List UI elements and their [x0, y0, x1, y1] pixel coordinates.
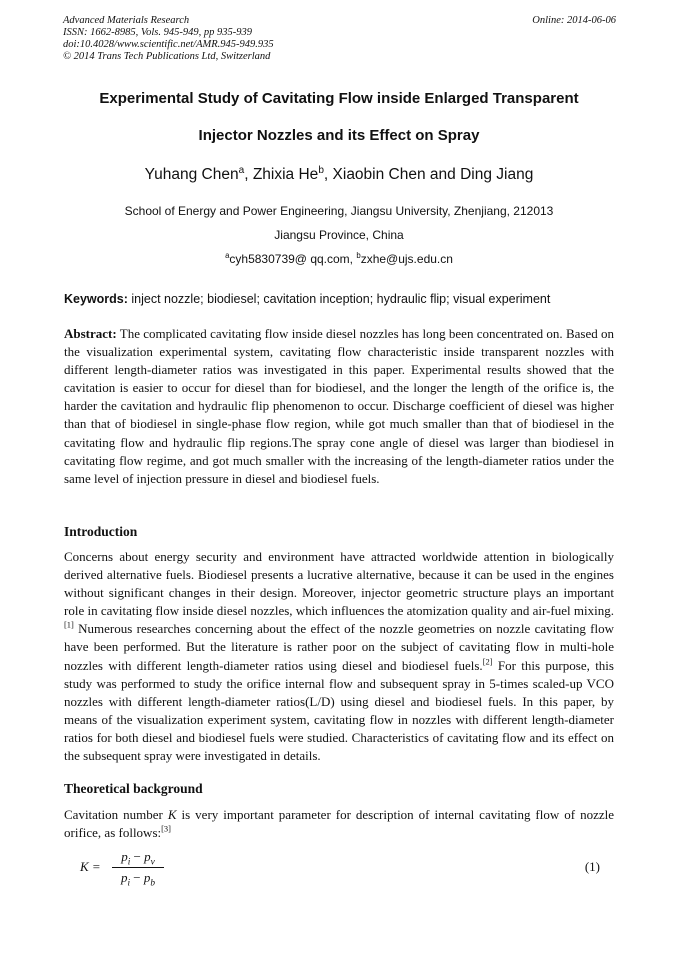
den-p-i: p	[120, 870, 128, 885]
abstract-text: The complicated cavitating flow inside diesel nozzles has long been concentrated on. Based on the visualization experimental system, cavitating flow characteristic inside transparent nozzles with different length-diameter ratios was investigated in this paper. Experimental results showed that the cavitation is easier to occur for diesel than for biodiesel, and the longer the length of the orifice is, the harder the cavitation and hydraulic flip phenomenon to occur. Discharge coefficient of diesel was higher than that of biodiesel in single-phase flow region, while got much smaller than that of biodiesel in the cavitating flow and hydraulic flip regions.The spray cone angle of diesel was larger than biodiesel in cavitating flow regime, and got much smaller with the increasing of the length-diameter ratios under the same level of injection pressure in diesel and biodiesel fuels.	[64, 326, 614, 486]
keywords-text: inject nozzle; biodiesel; cavitation inception; hydraulic flip; visual experiment	[127, 292, 551, 306]
den-sub-i: i	[127, 878, 131, 889]
author-list	[40, 166, 638, 184]
issn-line: ISSN: 1662-8985, Vols. 945-949, pp 935-939	[63, 27, 252, 38]
email-mark-b: b	[356, 251, 361, 260]
equation-fraction	[108, 849, 168, 889]
intro-text-1: Concerns about energy security and environment have attracted worldwide attention in biologically derived alternative fuels. Biodiesel presents a lucrative alternative, because it can be used in the engines without significant changes in their design. Moreover, injector geometric structure plays an important role in cavitating flow inside diesel nozzles, which influences the atomization quality and air-fuel mixing.	[64, 549, 614, 619]
den-minus: −	[130, 870, 144, 885]
num-sub-i: i	[127, 857, 131, 868]
num-p-i: p	[121, 849, 128, 864]
cavitation-symbol: K	[167, 807, 177, 822]
num-minus: −	[130, 849, 145, 864]
equation-numerator	[108, 849, 168, 867]
author-1: Yuhang Chen	[144, 166, 239, 183]
intro-text-2: Numerous researches concerning about the effect of the nozzle geometries on nozzle cavitating flow have been performed. But the literature is rather poor on the subject of cavitating flow in multi-hole nozzles with different length-diameter ratios using diesel and biodiesel fuels.	[64, 621, 614, 673]
email-b: zxhe@ujs.edu.cn	[360, 252, 453, 266]
intro-text-3: For this purpose, this study was performed to study the orifice internal flow and subsequent spray in 5-times scaled-up VCO nozzles with different length-diameter ratios(L/D) using diesel and biodiesel fuels. In this paper, by means of the visualization experiment system, cavitating flow in nozzles with different length-diameter ratios for both diesel and biodiesel fuels were studied. Characteristics of cavitating flow and its effect on the subsequent spray were investigated in details.	[64, 657, 614, 764]
author-1-mark: a	[238, 164, 245, 176]
keywords	[64, 292, 550, 306]
author-2-mark: b	[318, 164, 324, 176]
paper-title-line-2: Injector Nozzles and its Effect on Spray	[198, 127, 480, 144]
den-sub-b: b	[150, 878, 156, 889]
equation-number: (1)	[584, 859, 600, 874]
introduction-paragraph	[64, 548, 614, 765]
journal-header	[63, 15, 274, 63]
den-p-b: p	[143, 870, 151, 885]
abstract	[64, 325, 614, 488]
introduction-heading: Introduction	[64, 524, 138, 539]
theory-heading: Theoretical background	[64, 781, 203, 796]
author-emails	[40, 252, 638, 266]
num-p-v: p	[144, 849, 151, 864]
num-sub-v: v	[150, 857, 155, 868]
copyright-line: © 2014 Trans Tech Publications Ltd, Switzerland	[63, 51, 271, 62]
citation-2: [2]	[482, 656, 493, 667]
equation-lhs: K =	[80, 859, 101, 874]
email-a: cyh5830739@ qq.com,	[229, 252, 357, 266]
paper-title-line-1: Experimental Study of Cavitating Flow inside Enlarged Transparent	[99, 90, 579, 107]
doi-line: doi:10.4028/www.scientific.net/AMR.945-949.935	[63, 39, 274, 50]
abstract-label: Abstract:	[64, 326, 117, 341]
other-authors: , Xiaobin Chen and Ding Jiang	[323, 166, 534, 183]
theory-text-1: Cavitation number	[64, 807, 168, 822]
affiliation-line-1: School of Energy and Power Engineering, Jiangsu University, Zhenjiang, 212013	[124, 204, 554, 218]
citation-3: [3]	[161, 823, 171, 834]
journal-name: Advanced Materials Research	[63, 15, 190, 26]
email-mark-a: a	[225, 251, 230, 260]
citation-1: [1]	[64, 620, 74, 631]
theory-paragraph	[64, 806, 614, 842]
online-date: Online: 2014-06-06	[532, 15, 616, 26]
equation-denominator	[108, 868, 168, 889]
theory-text-2: is very important parameter for description of internal cavitating flow of nozzle orifice, as follows:	[64, 807, 614, 841]
affiliation-line-2: Jiangsu Province, China	[274, 228, 404, 242]
equation-1	[80, 849, 600, 889]
author-2: , Zhixia He	[244, 166, 319, 183]
keywords-label: Keywords:	[64, 292, 128, 306]
